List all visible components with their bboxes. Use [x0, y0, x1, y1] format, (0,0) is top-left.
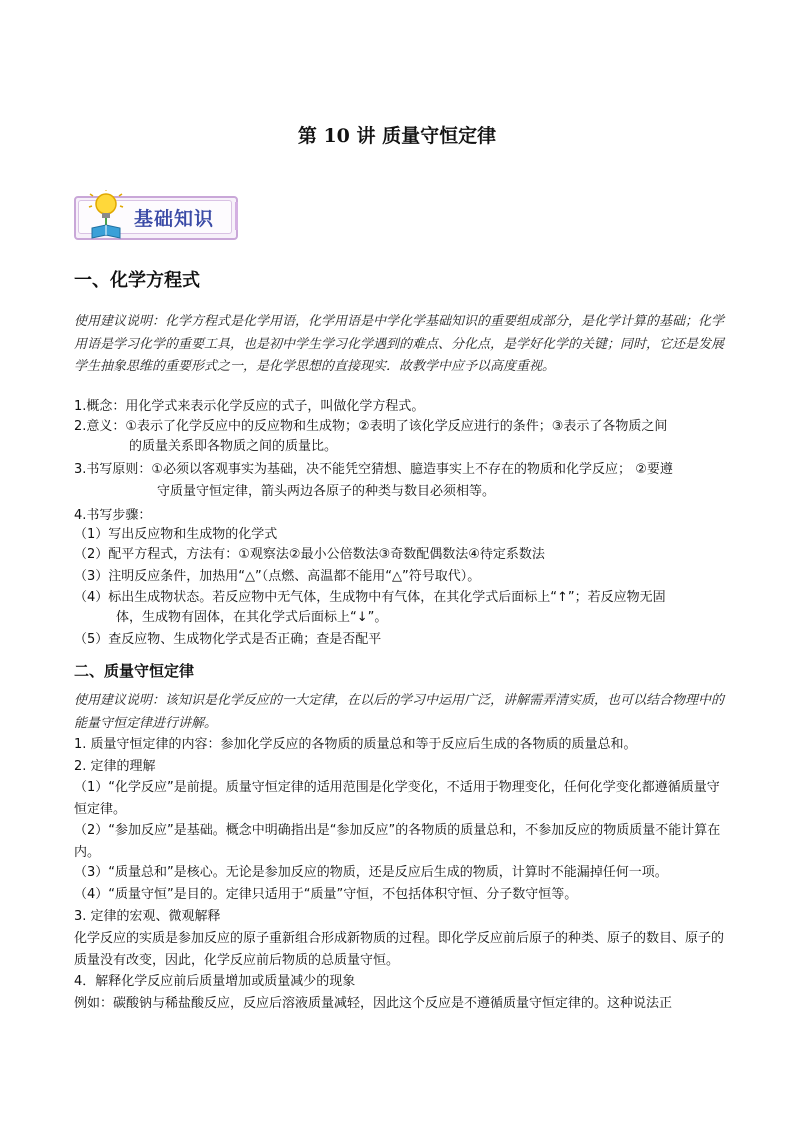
- step-4: （4）标出生成物状态。若反应物中无气体，生成物中有气体，在其化学式后面标上“↑”；若反应物无固: [74, 590, 666, 605]
- understanding-4: （4）“质量守恒”是目的。定律只适用于“质量”守恒，不包括体积守恒、分子数守恒等。: [74, 887, 578, 902]
- step-4-cont: 体，生成物有固体，在其化学式后面标上“↓”。: [116, 610, 388, 625]
- meaning-line-cont: 的质量关系即各物质之间的质量比。: [129, 439, 338, 454]
- law-content: 1. 质量守恒定律的内容：参加化学反应的各物质的质量总和等于反应后生成的各物质的质量总和。: [74, 737, 637, 752]
- step-1: （1）写出反应物和生成物的化学式: [74, 527, 278, 542]
- principle-line: 3.书写原则：①必须以客观事实为基础，决不能凭空猜想、臆造事实上不存在的物质和化学反应； ②要遵: [74, 462, 673, 477]
- concept-line: 1.概念：用化学式来表示化学反应的式子，叫做化学方程式。: [74, 399, 425, 414]
- badge-label: 基础知识: [134, 208, 215, 230]
- example-text: 例如：碳酸钠与稀盐酸反应，反应后溶液质量减轻，因此这个反应是不遵循质量守恒定律的。这种说法正: [74, 996, 673, 1011]
- phenomena-heading: 4．解释化学反应前后质量增加或质量减少的现象: [74, 974, 356, 989]
- steps-heading: 4.书写步骤：: [74, 508, 152, 523]
- section-badge: [74, 190, 240, 242]
- step-5: （5）查反应物、生成物化学式是否正确；查是否配平: [74, 632, 382, 647]
- page-title: 第 10 讲 质量守恒定律: [297, 125, 497, 147]
- step-2: （2）配平方程式，方法有：①观察法②最小公倍数法③奇数配偶数法④待定系数法: [74, 547, 545, 562]
- usage-note-equations: 使用建议说明：化学方程式是化学用语，化学用语是中学化学基础知识的重要组成部分，是化学计算的基础；化学用语是学习化学的重要工具，也是初中学生学习化学遇到的难点、分化点，是学好化学的关键；同时，它还是发展学生抽象思维的重要形式之一，是化学思想的直接现实．故教学中应予以高度重视。: [74, 314, 725, 374]
- section-heading-equations: 一、化学方程式: [74, 270, 200, 291]
- principle-line-cont: 守质量守恒定律，箭头两边各原子的种类与数目必须相等。: [157, 484, 496, 499]
- step-3: （3）注明反应条件，加热用“△”（点燃、高温都不能用“△”符号取代）。: [74, 569, 481, 584]
- usage-note-conservation: 使用建议说明：该知识是化学反应的一大定律，在以后的学习中运用广泛，讲解需弄清实质，也可以结合物理中的能量守恒定律进行讲解。: [74, 693, 725, 731]
- understanding-3: （3）“质量总和”是核心。无论是参加反应的物质，还是反应后生成的物质，计算时不能漏掉任何一项。: [74, 865, 668, 880]
- meaning-line: 2.意义：①表示了化学反应中的反应物和生成物；②表明了该化学反应进行的条件；③表示了各物质之间: [74, 419, 668, 434]
- understanding-2: （2）“参加反应”是基础。概念中明确指出是“参加反应”的各物质的质量总和，不参加反应的物质质量不能计算在内。: [74, 823, 721, 860]
- section-heading-conservation: 二、质量守恒定律: [74, 662, 195, 680]
- lightbulb-book-icon: [88, 190, 124, 240]
- explanation-text: 化学反应的实质是参加反应的原子重新组合形成新物质的过程。即化学反应前后原子的种类、原子的数目、原子的质量没有改变，因此，化学反应前后物质的总质量守恒。: [74, 931, 725, 968]
- badge-stripe: [235, 202, 238, 230]
- understanding-1: （1）“化学反应”是前提。质量守恒定律的适用范围是化学变化，不适用于物理变化，任何化学变化都遵循质量守恒定律。: [74, 780, 720, 817]
- explanation-heading: 3. 定律的宏观、微观解释: [74, 909, 221, 924]
- law-understanding-heading: 2. 定律的理解: [74, 759, 156, 774]
